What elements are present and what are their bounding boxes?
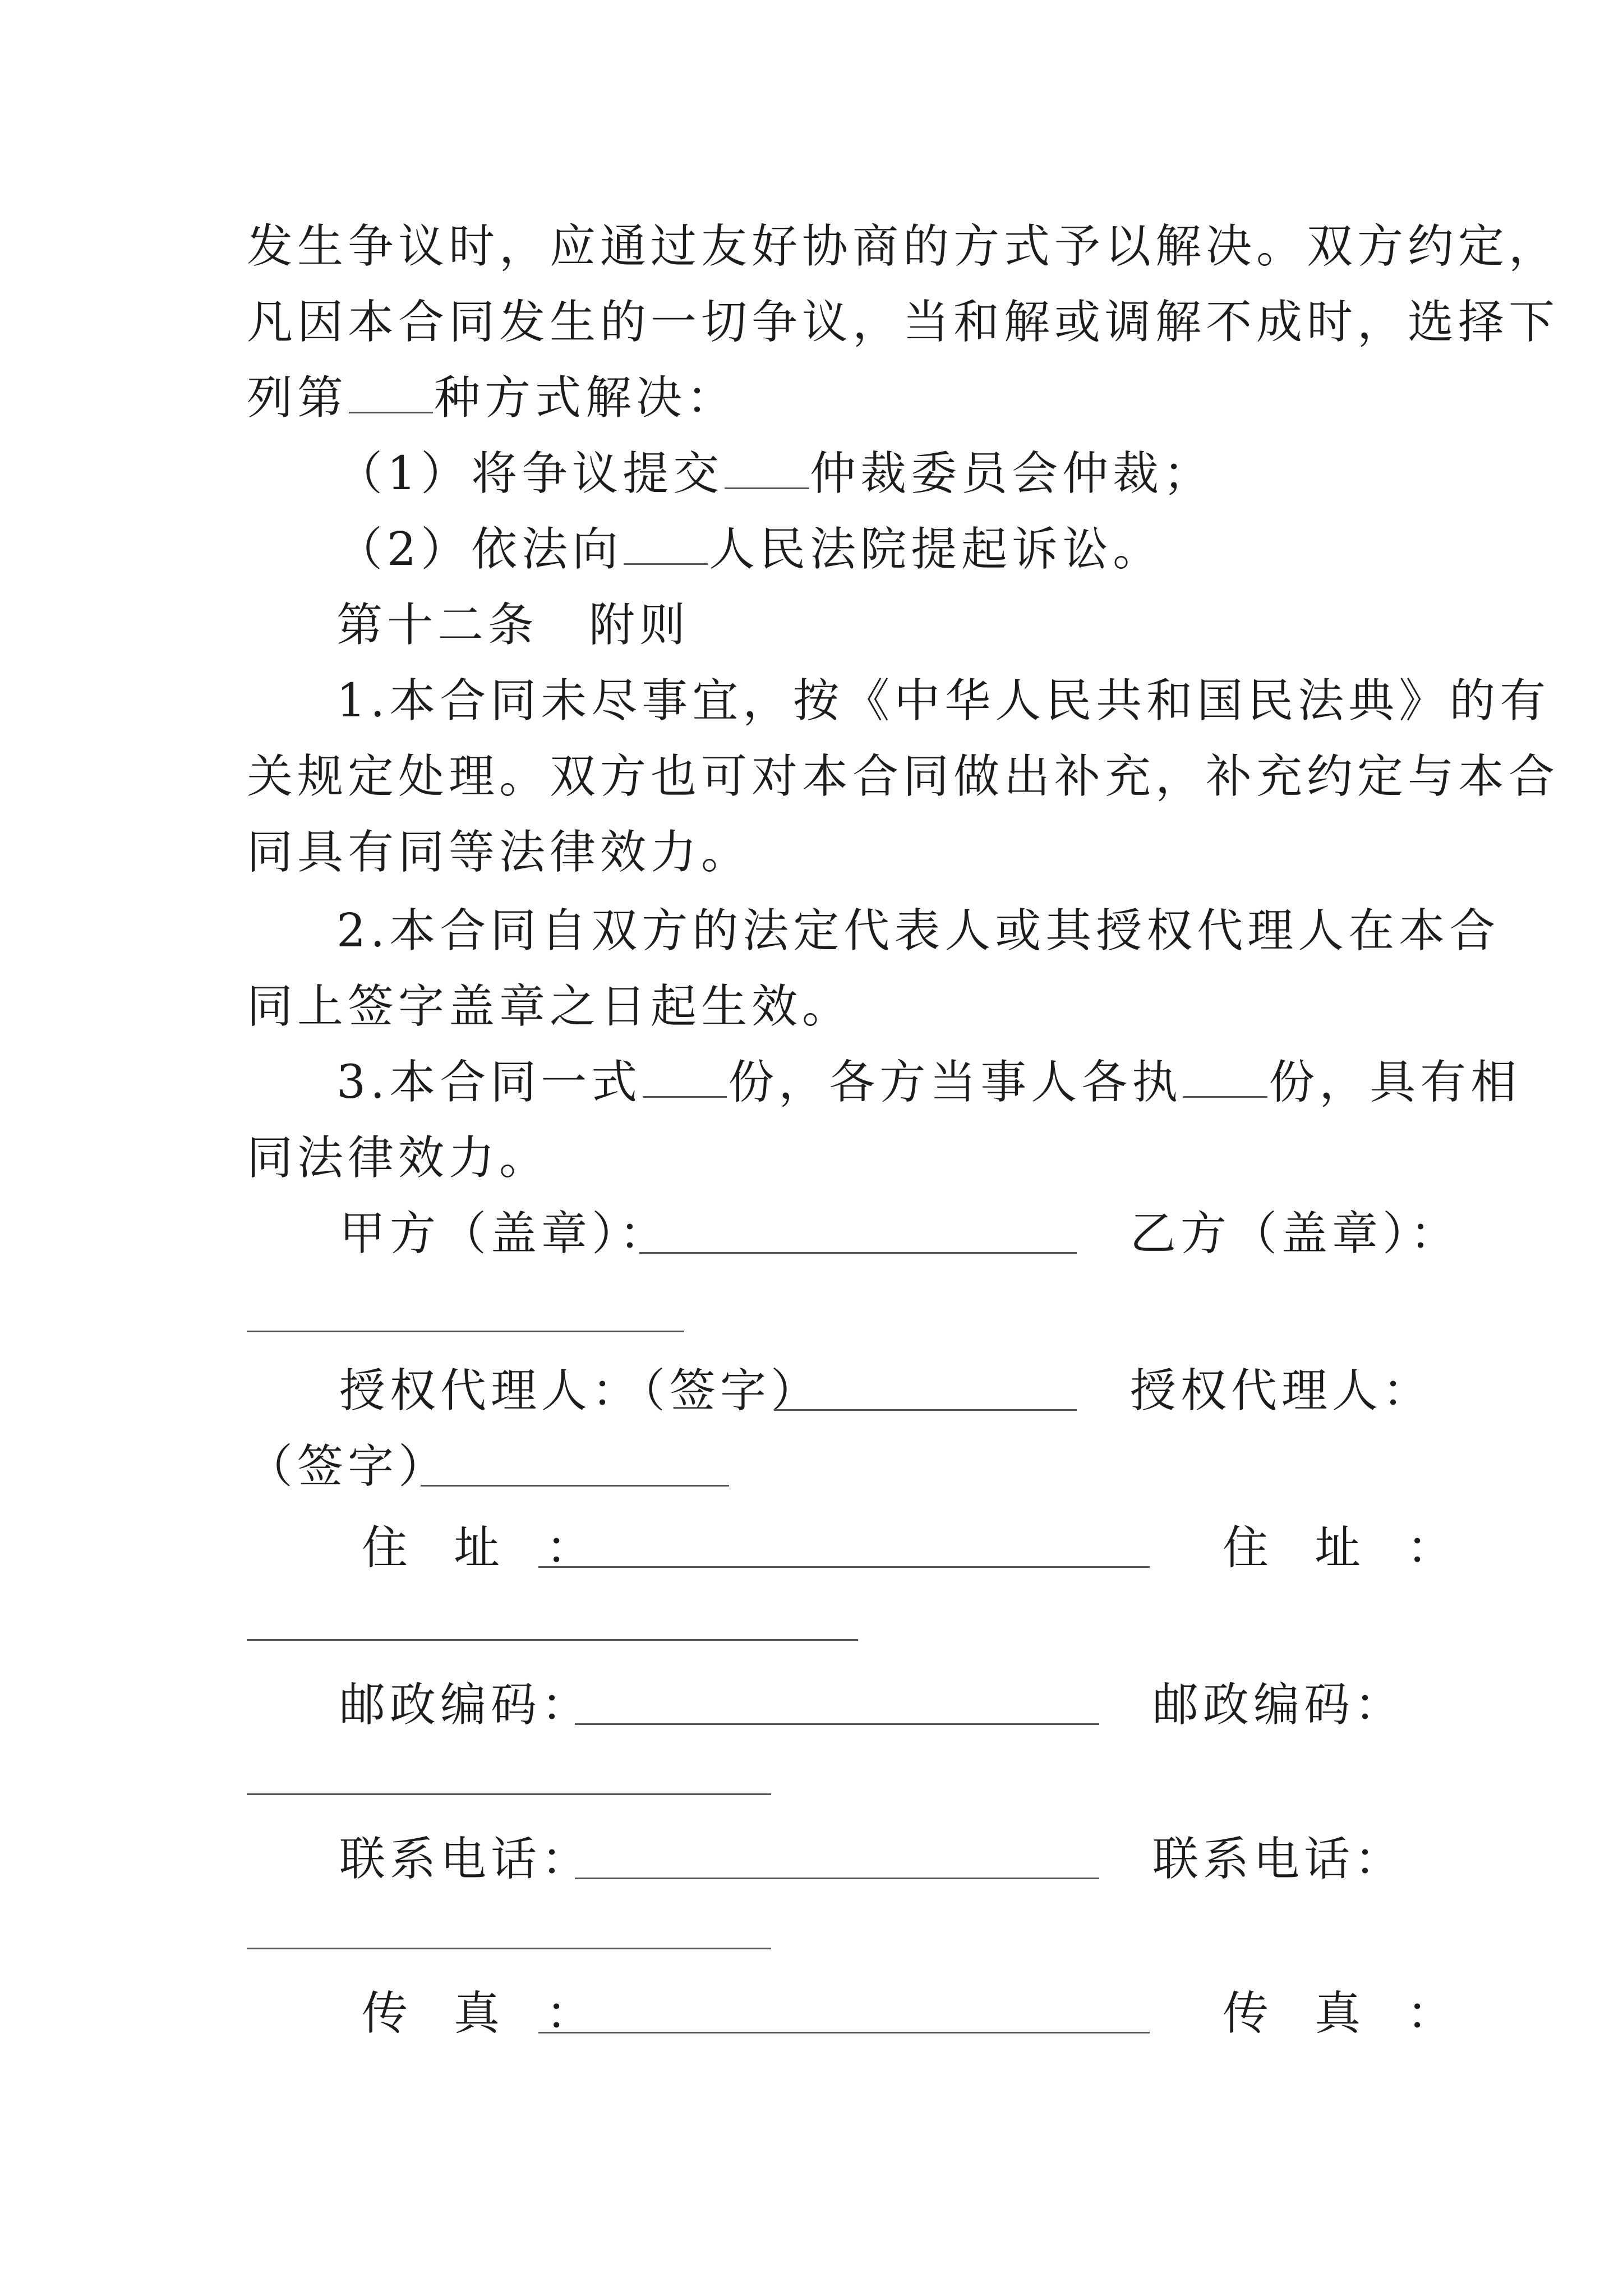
clause-line — [247, 749, 1559, 805]
text: 3.本合同一式 — [336, 1056, 642, 1109]
text: 第十二条 附则 — [336, 599, 690, 652]
clause-line — [336, 673, 1550, 729]
fill-blank[interactable] — [725, 448, 809, 489]
agent-b-sign-label: （签字） — [247, 1440, 449, 1493]
text: 仲裁委员会仲裁； — [810, 447, 1214, 500]
clause-line — [247, 1130, 550, 1186]
phone-a-line[interactable] — [575, 1878, 1099, 1879]
fax-a-label: 传 真 ： — [362, 1987, 608, 2040]
postcode-a-label: 邮政编码： — [339, 1678, 592, 1732]
agent-b-sign-line[interactable] — [421, 1485, 729, 1487]
address-b-label: 住 址 ： — [1223, 1521, 1469, 1575]
fill-blank[interactable] — [1183, 1057, 1267, 1098]
postcode-b-label: 邮政编码： — [1152, 1678, 1405, 1732]
text: 同上签字盖章之日起生效。 — [247, 980, 853, 1033]
phone-b-label: 联系电话： — [1152, 1833, 1405, 1886]
fill-blank[interactable] — [349, 372, 433, 413]
phone-b-line[interactable] — [247, 1948, 771, 1949]
text: 列第 — [247, 371, 348, 425]
option-line — [336, 446, 1214, 502]
clause-line — [336, 903, 1500, 959]
fill-blank[interactable] — [643, 1057, 727, 1098]
clause-line — [247, 825, 751, 881]
text: 发生争议时，应通过友好协商的方式予以解决。双方约定， — [247, 220, 1560, 273]
address-a-label: 住 址 ： — [362, 1521, 608, 1575]
paragraph-line — [247, 370, 737, 426]
agent-a-sign-line[interactable] — [774, 1409, 1077, 1411]
party-a-seal-label: 甲方（盖章）： — [339, 1207, 670, 1260]
paragraph-line — [247, 295, 1559, 351]
fax-a-line[interactable] — [538, 2032, 1150, 2033]
address-b-line[interactable] — [247, 1639, 858, 1641]
party-a-seal-line[interactable] — [639, 1252, 1077, 1254]
agent-a-label: 授权代理人：（签字） — [339, 1364, 822, 1418]
text: 2.本合同自双方的法定代表人或其授权代理人在本合 — [336, 904, 1500, 958]
article-heading — [336, 597, 690, 654]
party-b-seal-line[interactable] — [247, 1331, 684, 1332]
phone-a-label: 联系电话： — [339, 1833, 592, 1886]
text: 份，各方当事人各执 — [728, 1056, 1183, 1109]
clause-line — [336, 1055, 1521, 1111]
fill-blank[interactable] — [624, 524, 708, 565]
paragraph-line — [247, 219, 1559, 275]
postcode-b-line[interactable] — [247, 1793, 771, 1795]
postcode-a-line[interactable] — [575, 1723, 1099, 1725]
text: 关规定处理。双方也可对本合同做出补充，补充约定与本合 — [247, 750, 1560, 803]
party-b-seal-label: 乙方（盖章）： — [1130, 1207, 1461, 1260]
text: （2）依法向 — [336, 523, 623, 576]
text: 同法律效力。 — [247, 1131, 550, 1185]
text: 人民法院提起诉讼。 — [709, 523, 1164, 576]
option-line — [336, 522, 1163, 578]
agent-b-label: 授权代理人： — [1130, 1364, 1433, 1418]
text: 种方式解决： — [434, 371, 737, 425]
text: （1）将争议提交 — [336, 447, 724, 500]
text: 同具有同等法律效力。 — [247, 826, 752, 879]
fax-b-label: 传 真 ： — [1223, 1987, 1469, 2040]
text: 1.本合同未尽事宜，按《中华人民共和国民法典》的有 — [336, 674, 1551, 728]
text: 份，具有相 — [1269, 1056, 1521, 1109]
clause-line — [247, 979, 852, 1035]
text: 凡因本合同发生的一切争议，当和解或调解不成时，选择下 — [247, 296, 1560, 349]
address-a-line[interactable] — [538, 1566, 1150, 1568]
